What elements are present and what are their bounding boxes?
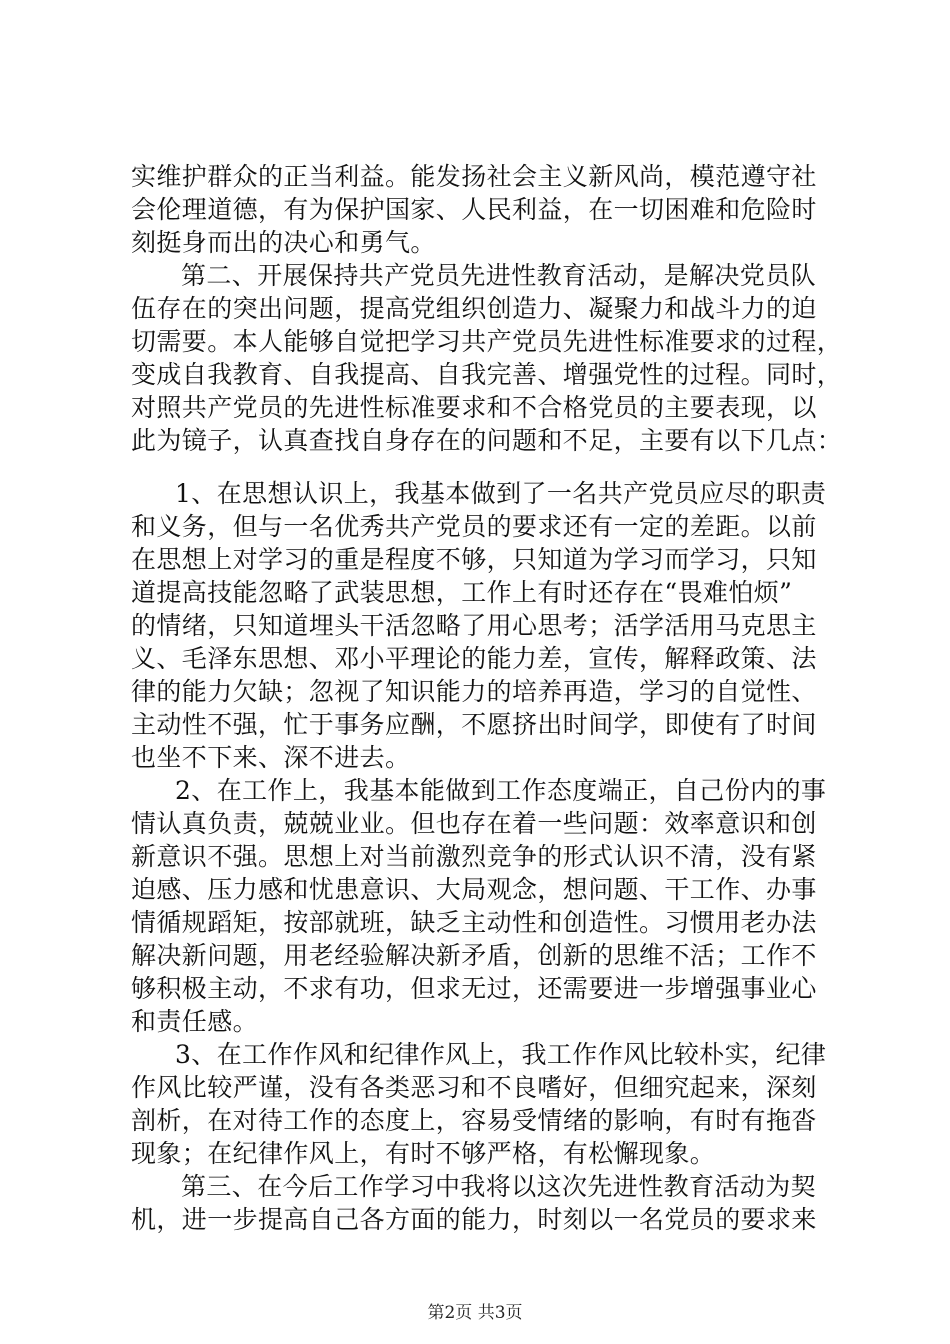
text-line: 现象；在纪律作风上，有时不够严格，有松懈现象。	[131, 1139, 716, 1168]
text-line: 道提高技能忽略了武装思想，工作上有时还存在“畏难怕烦”	[131, 578, 793, 607]
text-line: 对照共产党员的先进性标准要求和不合格党员的主要表现，以	[131, 393, 817, 422]
text-line: 够积极主动，不求有功，但求无过，还需要进一步增强事业心	[131, 974, 817, 1003]
text-line: 切需要。本人能够自觉把学习共产党员先进性标准要求的过程，	[131, 327, 843, 356]
text-line: 新意识不强。思想上对当前激烈竞争的形式认识不清，没有紧	[131, 842, 817, 871]
text-line: 第三、在今后工作学习中我将以这次先进性教育活动为契	[181, 1172, 817, 1201]
text-line: 律的能力欠缺；忽视了知识能力的培养再造，学习的自觉性、	[131, 677, 817, 706]
text-line: 情循规蹈矩，按部就班，缺乏主动性和创造性。习惯用老办法	[131, 908, 817, 937]
paragraph-2	[131, 259, 843, 457]
text-line: 作风比较严谨，没有各类恶习和不良嗜好，但细究起来，深刻	[131, 1073, 817, 1102]
text-line: 和责任感。	[131, 1007, 259, 1036]
page-number-footer: 第2页 共3页	[427, 1303, 523, 1323]
paragraph-gap	[131, 457, 831, 477]
paragraph-5	[131, 1038, 831, 1170]
paragraph-4	[131, 774, 831, 1038]
text-line: 情认真负责，兢兢业业。但也存在着一些问题：效率意识和创	[131, 809, 817, 838]
text-line: 在思想上对学习的重是程度不够，只知道为学习而学习，只知	[131, 545, 817, 574]
text-line: 变成自我教育、自我提高、自我完善、增强党性的过程。同时，	[131, 360, 843, 389]
paragraph-6	[131, 1170, 831, 1236]
document-body	[131, 160, 843, 1236]
text-line: 伍存在的突出问题，提高党组织创造力、凝聚力和战斗力的迫	[131, 294, 817, 323]
text-line: 和义务，但与一名优秀共产党员的要求还有一定的差距。以前	[131, 512, 817, 541]
text-line: 机，进一步提高自己各方面的能力，时刻以一名党员的要求来	[131, 1205, 817, 1234]
text-line: 迫感、压力感和忧患意识、大局观念，想问题、干工作、办事	[131, 875, 817, 904]
text-line: 此为镜子，认真查找自身存在的问题和不足，主要有以下几点：	[131, 426, 843, 455]
text-line: 实维护群众的正当利益。能发扬社会主义新风尚，模范遵守社	[131, 162, 817, 191]
paragraph-1	[131, 160, 831, 259]
text-line: 第二、开展保持共产党员先进性教育活动，是解决党员队	[181, 261, 817, 290]
text-line: 义、毛泽东思想、邓小平理论的能力差，宣传，解释政策、法	[131, 644, 817, 673]
text-line: 3、在工作作风和纪律作风上，我工作作风比较朴实，纪律	[175, 1040, 827, 1069]
text-line: 也坐不下来、深不进去。	[131, 743, 411, 772]
text-line: 解决新问题，用老经验解决新矛盾，创新的思维不活；工作不	[131, 941, 817, 970]
text-line: 的情绪，只知道埋头干活忽略了用心思考；活学活用马克思主	[131, 611, 817, 640]
text-line: 刻挺身而出的决心和勇气。	[131, 228, 436, 257]
text-line: 主动性不强，忙于事务应酬，不愿挤出时间学，即使有了时间	[131, 710, 817, 739]
text-line: 会伦理道德，有为保护国家、人民利益，在一切困难和危险时	[131, 195, 817, 224]
text-line: 2、在工作上，我基本能做到工作态度端正，自己份内的事	[175, 776, 827, 805]
text-line: 1、在思想认识上，我基本做到了一名共产党员应尽的职责	[175, 479, 827, 508]
text-line: 剖析，在对待工作的态度上，容易受情绪的影响，有时有拖沓	[131, 1106, 817, 1135]
paragraph-3	[131, 477, 831, 774]
